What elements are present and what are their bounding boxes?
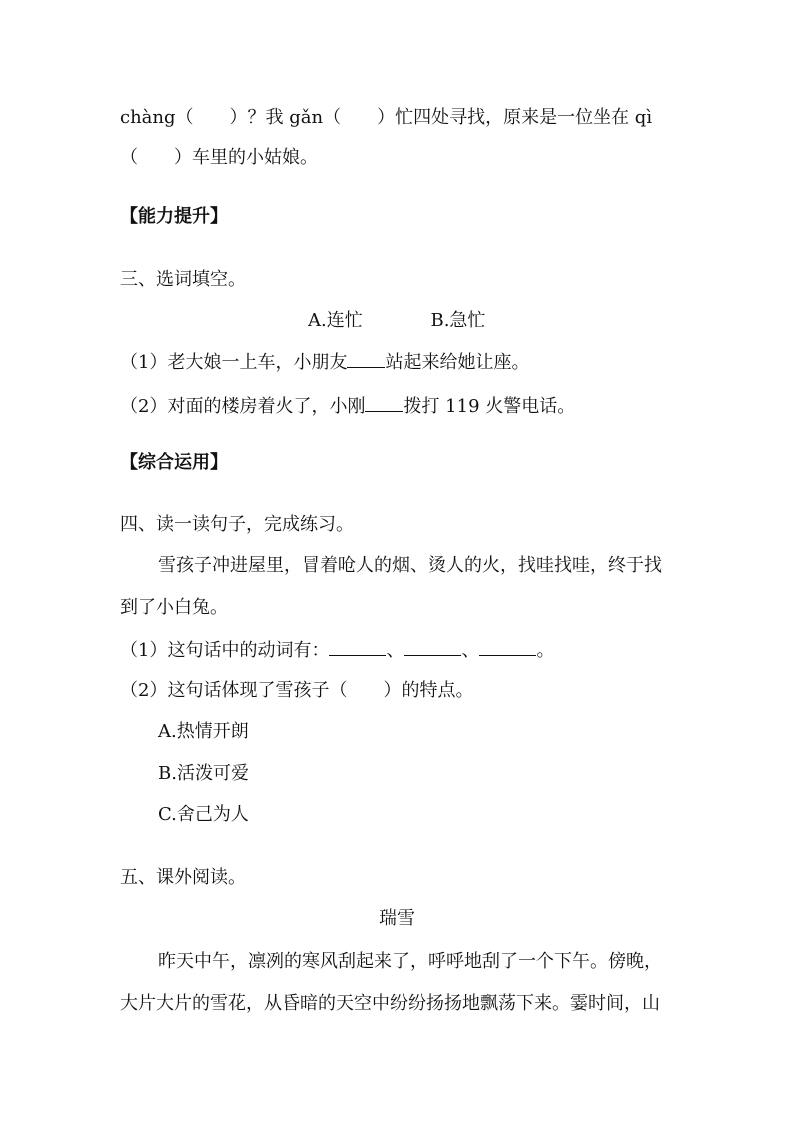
q3-title: 三、选词填空。 — [120, 269, 246, 290]
q3-option-b: B.急忙 — [430, 310, 486, 331]
q4-item-2: （2）这句话体现了雪孩子（ ）的特点。 — [120, 680, 474, 701]
q4-title: 四、读一读句子，完成练习。 — [120, 514, 354, 535]
q4-separator-2: 、 — [461, 640, 480, 661]
q3-item-1-blank — [347, 350, 385, 368]
fill-in-line-1: chàng（ ）？我 gǎn（ ）忙四处寻找，原来是一位坐在 qì — [120, 107, 653, 128]
fill-in-line-2: （ ）车里的小姑娘。 — [120, 147, 318, 168]
q4-verb-blank-1 — [329, 638, 386, 656]
q4-choice-a: A.热情开朗 — [158, 721, 249, 742]
q4-passage-line-2: 到了小白兔。 — [120, 597, 228, 618]
q3-item-2-blank — [365, 394, 403, 412]
q4-item-1-text: （1）这句话中的动词有： — [120, 640, 330, 661]
q4-choice-b: B.活泼可爱 — [158, 763, 249, 784]
q5-passage-line-1: 昨天中午，凛冽的寒风刮起来了，呼呼地刮了一个下午。傍晚， — [158, 951, 662, 972]
q3-item-2 — [120, 394, 575, 418]
q3-item-2-text-before: （2）对面的楼房着火了，小刚 — [120, 396, 366, 417]
q3-item-1-text-before: （1）老大娘一上车，小朋友 — [120, 352, 348, 373]
q4-choice-c: C.舍己为人 — [158, 804, 249, 825]
q4-verb-blank-3 — [479, 638, 536, 656]
q4-separator-1: 、 — [386, 640, 405, 661]
q3-option-a: A.连忙 — [308, 310, 363, 331]
q5-passage-line-2: 大片大片的雪花，从昏暗的天空中纷纷扬扬地飘荡下来。霎时间，山 — [120, 993, 660, 1014]
article-title: 瑞雪 — [379, 908, 415, 929]
heading-ability: 【能力提升】 — [120, 206, 228, 227]
q4-passage-line-1: 雪孩子冲进屋里，冒着呛人的烟、烫人的火，找哇找哇，终于找 — [158, 555, 662, 576]
q4-item-1-end: 。 — [536, 640, 555, 661]
q4-verb-blank-2 — [404, 638, 461, 656]
q3-item-2-text-after: 拨打 119 火警电话。 — [403, 396, 576, 417]
q3-options — [308, 309, 485, 333]
q3-item-1 — [120, 350, 529, 374]
heading-comprehensive: 【综合运用】 — [120, 452, 228, 473]
q4-item-1 — [120, 638, 554, 662]
q3-item-1-text-after: 站起来给她让座。 — [385, 352, 530, 373]
q5-title: 五、课外阅读。 — [120, 867, 246, 888]
